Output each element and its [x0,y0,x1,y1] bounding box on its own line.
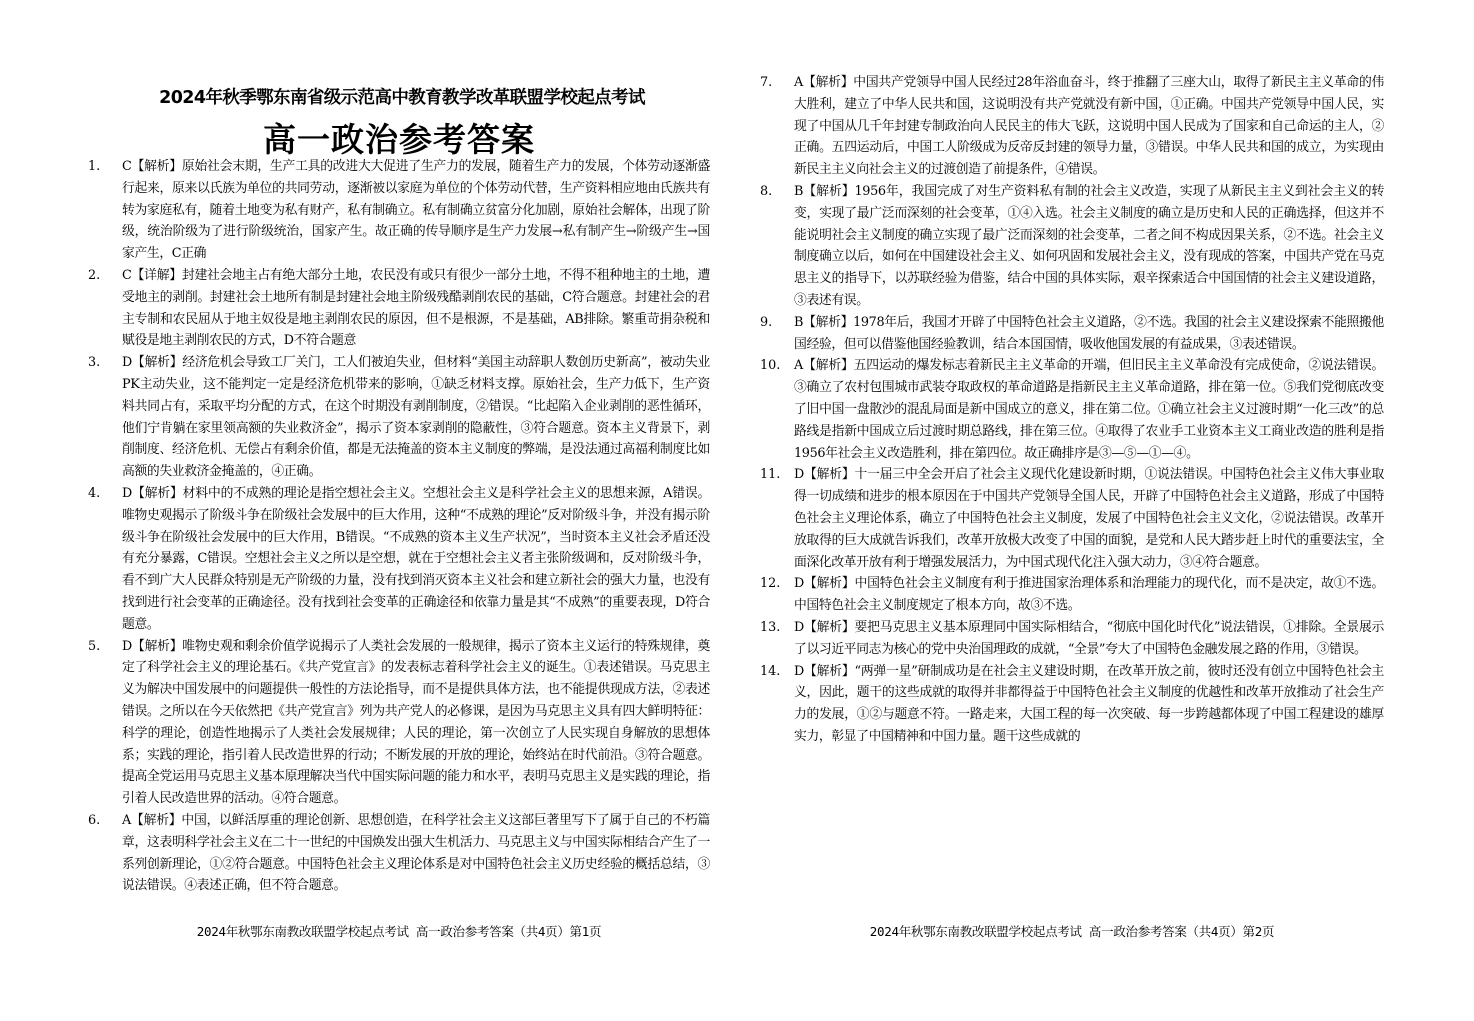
page-footer-right: 2024年秋鄂东南教改联盟学校起点考试 高一政治参考答案（共4页）第2页 [869,924,1275,939]
answer-item [760,661,1384,748]
answer-item [760,312,1384,356]
answer-text: C【详解】封建社会地主占有绝大部分土地，农民没有或只有很少一部分土地，不得不租种地主的土地，遭受地主的剥削。封建社会土地所有制是封建社会地主阶级残酷剥削农民的基础，C符合题意。封建社会的君主专制和农民屈从于地主奴役是地主剥削农民的原因，但不是根源，不是基础，AB排除。繁重苛捐杂税和赋役是地主剥削农民的方式，D不符合题意 [122,267,710,349]
answer-item [760,617,1384,661]
answer-number: 3. [88,355,101,371]
answer-number: 6. [88,812,101,828]
answer-item [760,355,1384,464]
answer-number: 10. [760,358,781,374]
answer-number: 13. [760,619,781,635]
page-footer-left: 2024年秋鄂东南教改联盟学校起点考试 高一政治参考答案（共4页）第1页 [196,924,602,939]
answer-list-left [88,156,710,897]
answer-text: A【解析】中国，以鲜活厚重的理论创新、思想创造，在科学社会主义这部巨著里写下了属于自己的不朽篇章，这表明科学社会主义在二十一世纪的中国焕发出强大生机活力、马克思主义与中国实际相结合产生了一系列创新理论，①②符合题意。中国特色社会主义理论体系是对中国特色社会主义历史经验的概括总结，③说法错误。④表述正确，但不符合题意。 [122,812,710,894]
answer-item [88,810,710,897]
answer-text: D【解析】十一届三中全会开启了社会主义现代化建设新时期，①说法错误。中国特色社会主义伟大事业取得一切成绩和进步的根本原因在于中国共产党领导全国人民，开辟了中国特色社会主义道路，形成了中国特色社会主义理论体系，确立了中国特色社会主义制度，发展了中国特色社会主义文化，②说法错误。改革开放取得的巨大成就告诉我们，改革开放极大改变了中国的面貌，是党和人民大踏步赶上时代的重要法宝，全面深化改革开放有利于增强发展活力，为中国式现代化注入强大动力，③④符合题意。 [794,467,1384,570]
answer-item [88,265,710,352]
answer-number: 9. [760,314,773,330]
answer-item [760,573,1384,617]
answer-item [88,636,710,810]
answer-number: 14. [760,663,781,679]
answer-text: B【解析】1978年后，我国才开辟了中国特色社会主义道路，②不选。我国的社会主义建设探索不能照搬他国经验，但可以借鉴他国经验教训，结合本国国情，吸收他国发展的有益成果，③表述错误。 [794,314,1384,352]
answer-item [88,352,710,483]
answer-text: D【解析】要把马克思主义基本原理同中国实际相结合，“彻底中国化时代化”说法错误，①排除。全景展示了以习近平同志为核心的党中央治国理政的成就，“全景”夸大了中国特色金融发展之路的作用，③错误。 [794,619,1384,657]
answer-item [760,181,1384,312]
answer-item [88,156,710,265]
answer-text: D【解析】材料中的不成熟的理论是指空想社会主义。空想社会主义是科学社会主义的思想来源，A错误。唯物史观揭示了阶级斗争在阶级社会发展中的巨大作用，这种“不成熟的理论”反对阶级斗争，并没有揭示阶级斗争在阶级社会发展中的巨大作用，B错误。“不成熟的资本主义生产状况”，当时资本主义社会矛盾还没有充分暴露，C错误。空想社会主义之所以是空想，就在于空想社会主义者主张阶级调和，反对阶级斗争，看不到广大人民群众特别是无产阶级的力量，没有找到消灭资本主义社会和建立新社会的强大力量，也没有找到进行社会变革的正确途径。没有找到社会变革的正确途径和依靠力量是其“不成熟”的重要表现，D符合题意。 [122,485,710,632]
answer-number: 4. [88,485,101,501]
answer-item [88,483,710,636]
answer-number: 8. [760,183,773,199]
answer-number: 12. [760,576,781,592]
answer-text: C【解析】原始社会末期，生产工具的改进大大促进了生产力的发展，随着生产力的发展，个体劳动逐渐盛行起来，原来以氏族为单位的共同劳动，逐渐被以家庭为单位的个体劳动代替，生产资料相应地由氏族共有转为家庭私有，随着土地变为私有财产，私有制确立。私有制确立贫富分化加剧，原始社会解体，出现了阶级，统治阶级为了进行阶级统治，国家产生。故正确的传导顺序是生产力发展→私有制产生→阶级产生→国家产生，C正确 [122,159,710,262]
answer-item [760,72,1384,181]
answer-number: 11. [760,467,781,483]
answer-text: D【解析】唯物史观和剩余价值学说揭示了人类社会发展的一般规律，揭示了资本主义运行的特殊规律，奠定了科学社会主义的理论基石。《共产党宣言》的发表标志着科学社会主义的诞生。①表述错误。马克思主义为解决中国发展中的问题提供一般性的方法论指导，而不是提供具体方法，也不能提供现成方法，②表述错误。之所以在今天依然把《共产党宣言》列为共产党人的必修课，是因为马克思主义具有四大鲜明特征：科学的理论，创造性地揭示了人类社会发展规律；人民的理论，第一次创立了人民实现自身解放的思想体系；实践的理论，指引着人民改造世界的行动；不断发展的开放的理论，始终站在时代前沿。③符合题意。提高全党运用马克思主义基本原理解决当代中国实际问题的能力和水平，表明马克思主义是实践的理论，指引着人民改造世界的活动。④符合题意。 [122,638,710,807]
answer-number: 5. [88,638,101,654]
answer-text: A【解析】中国共产党领导中国人民经过28年浴血奋斗，终于推翻了三座大山，取得了新民主主义革命的伟大胜利，建立了中华人民共和国，这说明没有共产党就没有新中国，①正确。中国共产党领导中国人民，实现了中国从几千年封建专制政治向人民民主的伟大飞跃，这说明中国人民成为了国家和自己命运的主人，②正确。五四运动后，中国工人阶级成为反帝反封建的领导力量，③错误。中华人民共和国的成立，为实现由新民主主义向社会主义的过渡创造了前提条件，④错误。 [794,75,1384,178]
answer-item [760,464,1384,573]
answer-text: B【解析】1956年，我国完成了对生产资料私有制的社会主义改造，实现了从新民主主义到社会主义的转变，实现了最广泛而深刻的社会变革，①④入选。社会主义制度的确立是历史和人民的正确选择，但这并不能说明社会主义制度的确立实现了最广泛而深刻的社会变革，二者之间不构成因果关系，②不选。社会主义制度确立以后，如何在中国建设社会主义、如何巩固和发展社会主义，没有现成的答案，中国共产党在马克思主义的指导下，以苏联经验为借鉴，结合中国的具体实际，艰辛探索适合中国国情的社会主义建设道路，③表述有误。 [794,183,1384,308]
answer-text: D【解析】“两弹一星”研制成功是在社会主义建设时期，在改革开放之前，彼时还没有创立中国特色社会主义，因此，题干的这些成就的取得并非都得益于中国特色社会主义制度的优越性和改革开放推动了社会生产力的发展，①②与题意不符。一路走来，大国工程的每一次突破、每一步跨越都体现了中国工程建设的雄厚实力，彰显了中国精神和中国力量。题干这些成就的 [794,663,1384,744]
answer-number: 7. [760,75,773,90]
document-subtitle: 高一政治参考答案 [263,120,535,159]
answer-number: 1. [88,159,101,174]
answer-list-right [760,72,1384,748]
answer-text: A【解析】五四运动的爆发标志着新民主主义革命的开端，但旧民主主义革命没有完成使命，②说法错误。③确立了农村包围城市武装夺取政权的革命道路是指新民主主义革命道路，排在第一位。⑤我们党彻底改变了旧中国一盘散沙的混乱局面是新中国成立的意义，排在第二位。①确立社会主义过渡时期“一化三改”的总路线是指新中国成立后过渡时期总路线，排在第三位。④取得了农业手工业资本主义工商业改造的胜利是指1956年社会主义改造胜利，排在第四位。故正确排序是③—⑤—①—④。 [794,358,1384,461]
answer-text: D【解析】中国特色社会主义制度有利于推进国家治理体系和治理能力的现代化，而不是决定，故①不选。中国特色社会主义制度规定了根本方向，故③不选。 [794,576,1384,614]
document-title: 2024年秋季鄂东南省级示范高中教育教学改革联盟学校起点考试 [159,88,645,108]
answer-text: D【解析】经济危机会导致工厂关门，工人们被迫失业，但材料“美国主动辞职人数创历史新高”，被动失业PK主动失业，这不能判定一定是经济危机带来的影响，①缺乏材料支撑。原始社会，生产力低下，生产资料共同占有，采取平均分配的方式，在这个时期没有剥削制度，②错误。“比起陷入企业剥削的恶性循环，他们宁肯躺在家里领高额的失业救济金”，揭示了资本家剥削的隐蔽性，③符合题意。资本主义背景下，剥削制度、经济危机、无偿占有剩余价值，都是无法掩盖的资本主义制度的弊端，是没法通过高福利制度比如高额的失业救济金掩盖的，④正确。 [122,355,710,480]
answer-number: 2. [88,267,101,283]
